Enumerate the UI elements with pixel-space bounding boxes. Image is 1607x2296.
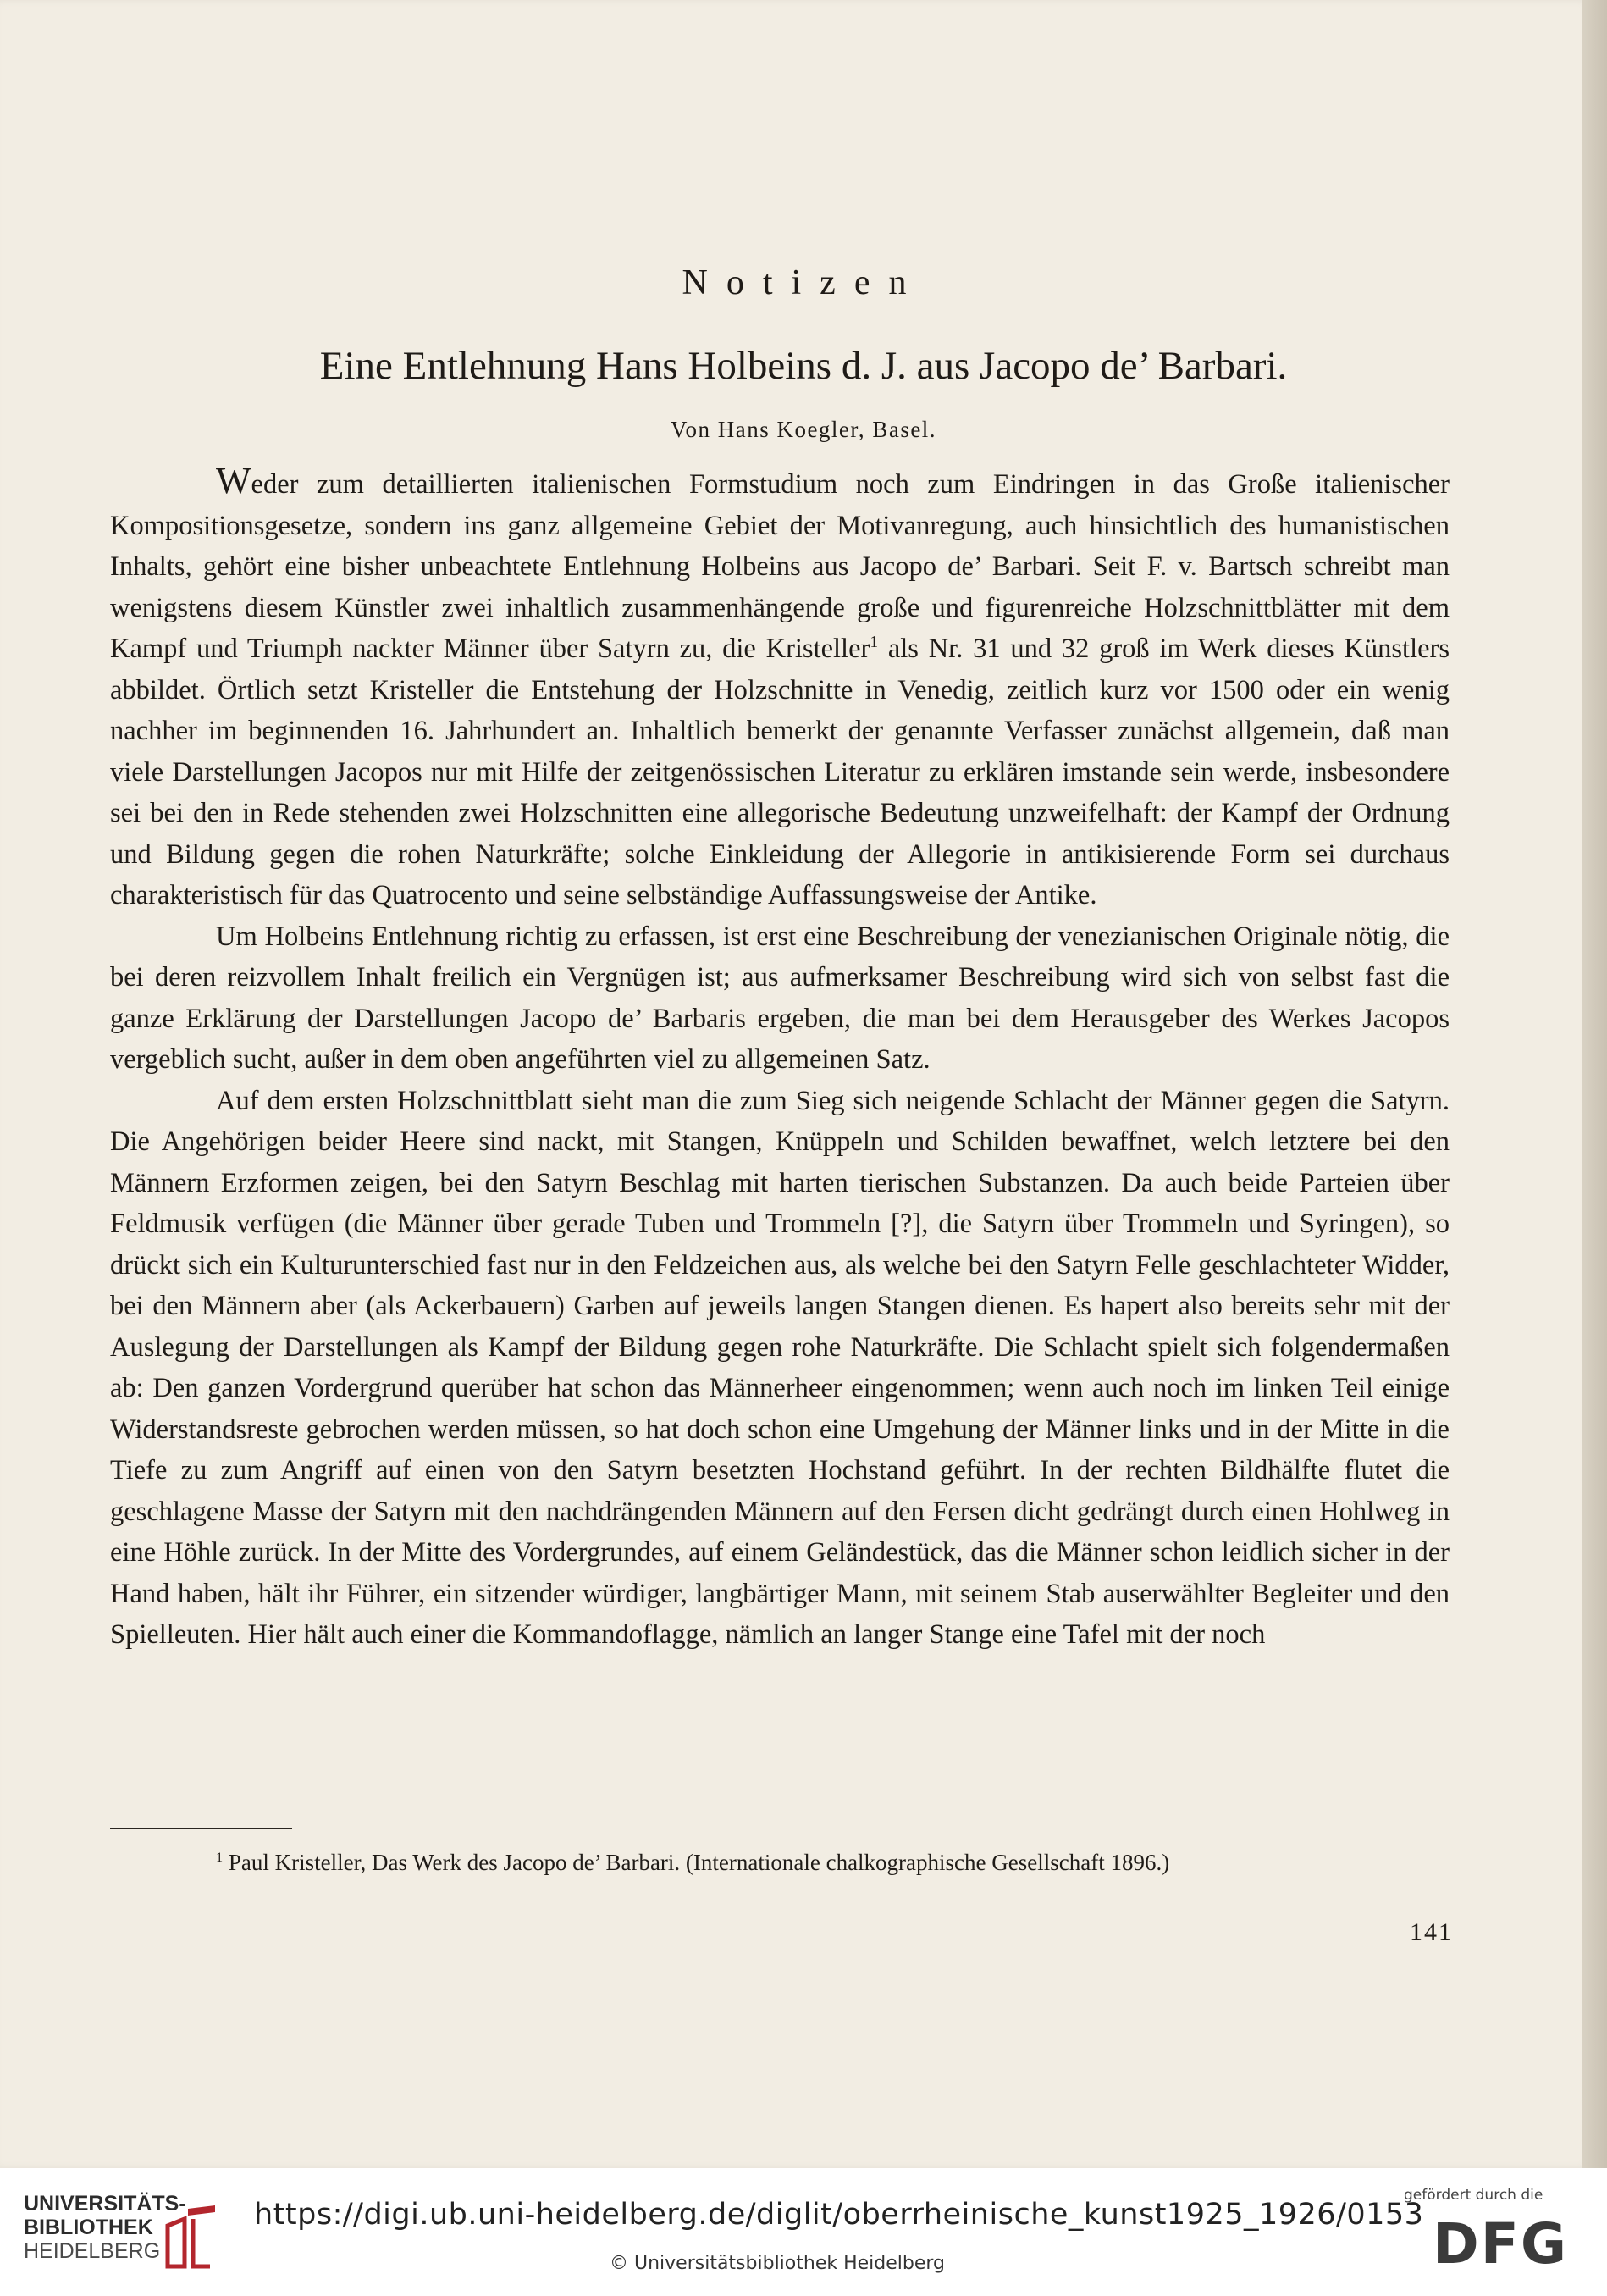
footnote-text: Paul Kristeller, Das Werk des Jacopo de’ Barbari. (Internationale chalkographische Gesellschaft 1896.) [223, 1850, 1170, 1875]
permalink-url[interactable]: https://digi.ub.uni-heidelberg.de/diglit/oberrheinische_kunst1925_1926/0153 [254, 2198, 1424, 2232]
page-edge-shadow [1582, 0, 1607, 2168]
logo-line-3: HEIDELBERG [24, 2239, 161, 2263]
article-body [110, 460, 1450, 1656]
logo-line-2: BIBLIOTHEK [24, 2216, 153, 2239]
byline: Von Hans Koegler, Basel. [670, 417, 937, 442]
paragraph-1-text-b: als Nr. 31 und 32 groß im Werk dieses Künstlers abbildet. Örtlich setzt Kristeller die Entstehung der Holzschnitte in Venedig, zeitlich kurz vor 1500 oder ein wenig nachher im beginnenden 16. Jahrhundert an. Inhaltlich bemerkt der genannte Verfasser zunächst allgemein, daß man viele Darstellungen Jacopos nur mit Hilfe der zeitgenössischen Literatur zu erklären imstande sein werde, insbesondere sei bei den in Rede stehenden zwei Holzschnitten eine allegorische Bedeutung unzweifelhaft: der Kampf der Ordnung und Bildung gegen die rohen Naturkräfte; solche Einkleidung der Allegorie in antikisierende Form sei durchaus charakteristisch für das Quatrocento und seine selbständige Auffassungsweise der Antike. [110, 633, 1450, 910]
paragraph-3: Auf dem ersten Holzschnittblatt sieht man die zum Sieg sich neigende Schlacht der Männer gegen die Satyrn. Die Angehörigen beider Heere sind nackt, mit Stangen, Knüppeln und Schilden bewaffnet, welch letztere bei den Männern Erzformen zeigen, bei den Satyrn Beschlag mit harten tierischen Substanzen. Da auch beide Parteien über Feldmusik verfügen (die Männer über gerade Tuben und Trommeln [?], die Satyrn über Trommeln und Syringen), so drückt sich ein Kulturunterschied fast nur in den Feldzeichen aus, als welche bei den Satyrn Felle geschlachteter Widder, bei den Männern aber (als Ackerbauern) Garben auf jeweils langen Stangen dienen. Es hapert also bereits sehr mit der Auslegung der Darstellungen als Kampf der Bildung gegen rohe Naturkräfte. Die Schlacht spielt sich folgendermaßen ab: Den ganzen Vordergrund querüber hat schon das Männerheer eingenommen; wenn auch noch im linken Teil einige Widerstandsreste gebrochen werden müssen, so hat doch schon eine Umgehung der Männer links und in der Mitte in die Tiefe zu zum Angriff auf einen von den Satyrn besetzten Hochstand geführt. In der rechten Bildhälfte flutet die geschlagene Masse der Satyrn mit den nachdrängenden Männern auf den Fersen dicht gedrängt durch einen Hohlweg in eine Höhle zurück. In der Mitte des Vordergrundes, auf einem Geländestück, das die Männer schon leidlich sicher in der Hand haben, hält ihr Führer, ein sitzender würdiger, langbärtiger Mann, mit seinem Stab auserwählter Begleiter und den Spielleuten. Hier hält auch einer die Kommandoflagge, nämlich an langer Stange eine Tafel mit der noch [110, 1085, 1450, 1650]
footnote-rule [110, 1828, 292, 1829]
funder-label: gefördert durch die [1404, 2187, 1543, 2204]
section-title: Notizen [682, 263, 925, 302]
viewer-footer [0, 2168, 1607, 2296]
logo-line-1: UNIVERSITÄTS- [24, 2192, 186, 2216]
footnote [216, 1848, 1169, 1877]
footnote-marker: 1 [216, 1850, 224, 1865]
dfg-logo-text: DFG [1433, 2212, 1569, 2270]
page-number: 141 [1410, 1918, 1453, 1946]
footnote-reference[interactable]: 1 [870, 633, 879, 652]
paragraph-1-text-a: eder zum detaillierten italienischen Formstudium noch zum Eindringen in das Große italienischer Kompositionsgesetze, sondern ins ganz allgemeine Gebiet der Motivanregung, auch hinsichtlich des humanistischen Inhalts, gehört eine bisher unbeachtete Entlehnung Holbeins aus Jacopo de’ Barbari. Seit F. v. Bartsch schreibt man wenigstens diesem Künstler zwei inhaltlich zusammenhängende große und figurenreiche Holzschnittblätter mit dem Kampf und Triumph nackter Männer über Satyrn zu, die Kristeller [110, 469, 1450, 664]
article-title: Eine Entlehnung Hans Holbeins d. J. aus Jacopo de’ Barbari. [319, 344, 1288, 388]
library-emblem-icon [159, 2204, 218, 2271]
drop-initial: W [216, 460, 251, 501]
paragraph-1 [110, 460, 1450, 916]
paragraph-2: Um Holbeins Entlehnung richtig zu erfassen, ist erst eine Beschreibung der venezianischen Originale nötig, die bei deren reizvollem Inhalt freilich ein Vergnügen ist; aus aufmerksamer Beschreibung wird sich von selbst fast die ganze Erklärung der Darstellungen Jacopo de’ Barbaris ergeben, die man bei dem Herausgeber des Werkes Jacopos vergeblich sucht, außer in dem oben angeführten viel zu allgemeinen Satz. [110, 921, 1450, 1075]
copyright-notice: © Universitätsbibliothek Heidelberg [610, 2253, 946, 2274]
dfg-logo-icon[interactable] [1431, 2212, 1579, 2270]
